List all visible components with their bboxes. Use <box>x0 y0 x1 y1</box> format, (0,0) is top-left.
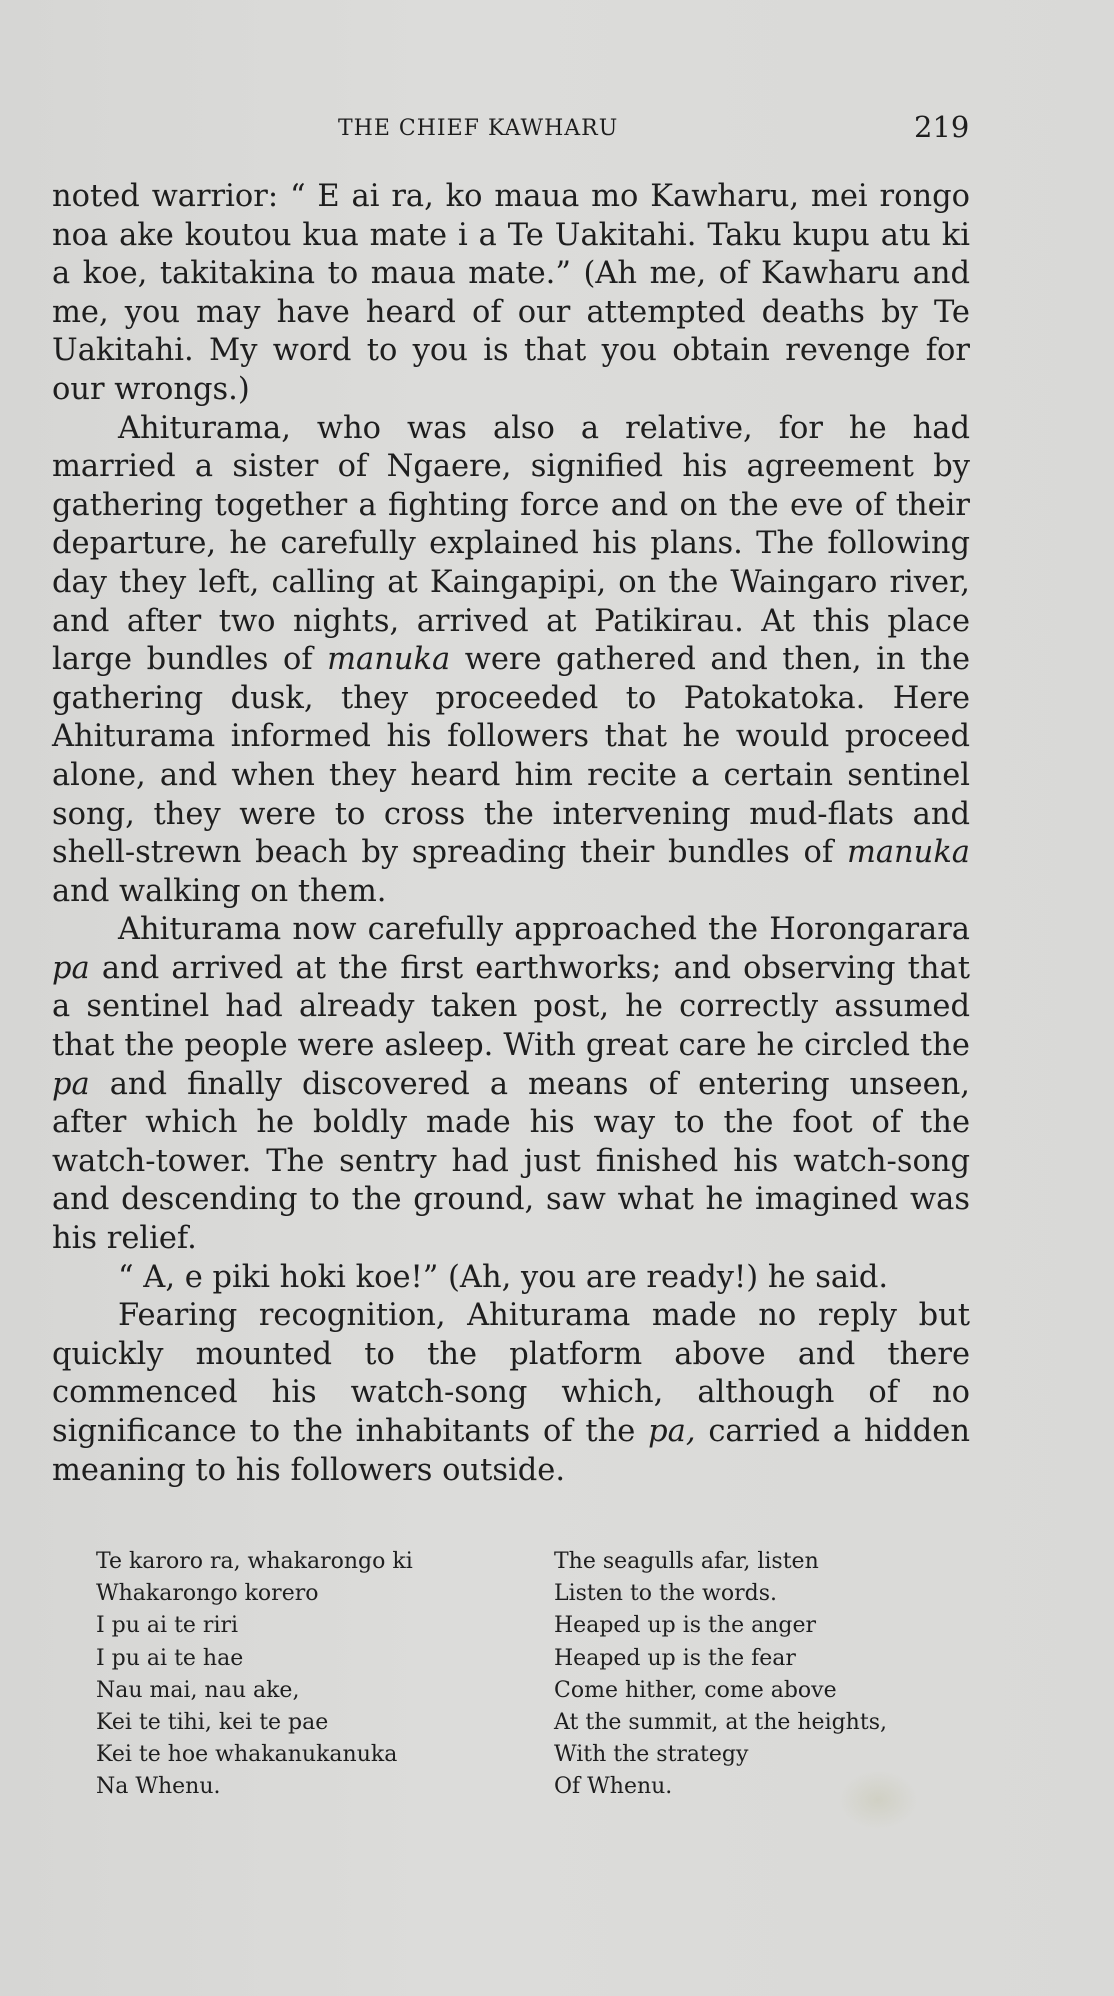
text-segment: and arrived at the first earthworks; and observing that a sentinel had already taken post, he correctly assumed that the people were asleep. With great care he circled the <box>52 950 970 1064</box>
paper-stain <box>838 1770 918 1830</box>
italic-term: manuka <box>846 835 970 871</box>
song-line-english: With the strategy <box>554 1742 749 1768</box>
song-line-maori: Te karoro ra, whakarongo ki <box>96 1549 413 1574</box>
text-segment: Ahiturama now carefully approached the Horongarara <box>118 912 970 948</box>
text-segment: and walking on them. <box>52 873 387 909</box>
song-line-english: At the summit, at the heights, <box>554 1710 887 1736</box>
text-segment: Ahiturama, who was also a relative, for he had married a sister of Ngaere, signified his agreement by gathering together a fighting force and on the eve of their departure, he carefully explained his plans. The following day they left, calling at Kaingapipi, on the Waingaro river, and after two nights, arrived at Patikirau. At this place large bundles of <box>52 410 970 678</box>
song-line-maori: I pu ai te hae <box>96 1645 244 1671</box>
song-line-maori: Kei te hoe whakanukanuka <box>96 1742 398 1768</box>
running-title: THE CHIEF KAWHARU <box>338 116 619 141</box>
italic-term: pa <box>52 1066 90 1102</box>
song-english-column <box>554 1546 887 1804</box>
song-line-english: Come hither, come above <box>554 1677 837 1703</box>
text-segment: and finally discovered a means of entering unseen, after which he boldly made his way to the foot of the watch-tower. The sentry had just finished his watch-song and descending to the ground, saw what he imagined was his relief. <box>52 1066 970 1257</box>
page-header <box>0 108 1114 148</box>
text-segment: were gathered and then, in the gathering dusk, they proceeded to Patokatoka. Here Ahiturama informed his followers that he would proceed alone, and when they heard him recite a certain sentinel song, they were to cross the intervening mud-flats and shell-strewn beach by spreading their bundles of <box>52 642 970 871</box>
body-text <box>52 178 970 1490</box>
paragraph <box>52 1297 970 1490</box>
song-line-english: Heaped up is the fear <box>554 1645 796 1671</box>
song-line-maori: Na Whenu. <box>96 1774 221 1800</box>
text-segment: “ A, e piki hoki koe!” (Ah, you are ready!) he said. <box>118 1259 889 1295</box>
text-segment: noted warrior: “ E ai ra, ko maua mo Kawharu, mei rongo noa ake koutou kua mate i a Te Uakitahi. Taku kupu atu ki a koe, takitakina to maua mate.” (Ah me, of Kawharu and me, you may have heard of our attempted deaths by Te Uakitahi. My word to you is that you obtain revenge for our wrongs.) <box>52 179 970 407</box>
page-number: 219 <box>914 110 970 144</box>
text-segment: Fearing recognition, Ahiturama made no reply but quickly mounted to the platform above and there commenced his watch-song which, although of no significance to the inhabitants of the <box>52 1298 970 1449</box>
text-segment: carried a hidden meaning to his followers outside. <box>52 1414 970 1488</box>
song-line-maori: Whakarongo korero <box>96 1581 319 1607</box>
paragraph <box>52 410 970 912</box>
song-line-english: Of Whenu. <box>554 1774 673 1800</box>
song-maori-column <box>96 1546 413 1804</box>
song-line-maori: Kei te tihi, kei te pae <box>96 1710 329 1736</box>
song-line-english: The seagulls afar, listen <box>554 1549 819 1574</box>
italic-term: manuka <box>327 642 451 678</box>
song-line-english: Heaped up is the anger <box>554 1613 816 1639</box>
paragraph <box>52 178 970 410</box>
song-line-maori: I pu ai te riri <box>96 1613 239 1639</box>
italic-term: pa, <box>648 1414 696 1449</box>
paragraph <box>52 911 970 1258</box>
italic-term: pa <box>52 950 90 986</box>
song-line-english: Listen to the words. <box>554 1581 778 1607</box>
paragraph <box>52 1259 970 1298</box>
song-line-maori: Nau mai, nau ake, <box>96 1677 300 1703</box>
